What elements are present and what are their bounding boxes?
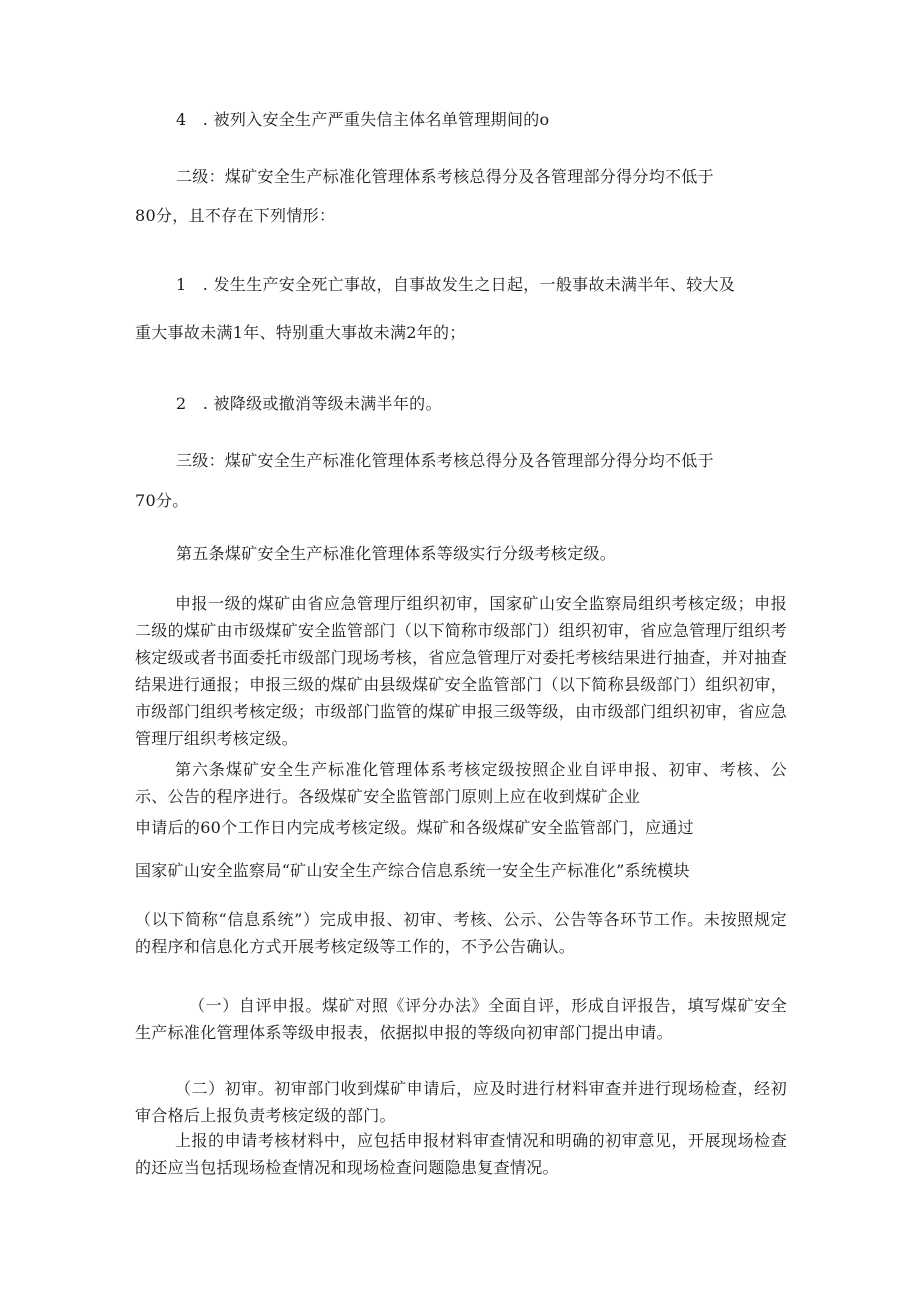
list-item-1-accident-line2: 重大事故未满1年、特别重大事故未满2年的； <box>135 323 466 342</box>
self-assessment-paragraph: （一）自评申报。煤矿对照《评分办法》全面自评，形成自评报告，填写煤矿安全生产标准化管理体系等级申报表，依据拟申报的等级向初审部门提出申请。 <box>135 996 787 1042</box>
preliminary-review-paragraph: （二）初审。初审部门收到煤矿申请后，应及时进行材料审查并进行现场检查，经初审合格后上报负责考核定级的部门。 <box>135 1079 787 1125</box>
submission-materials-paragraph: 上报的申请考核材料中，应包括申报材料审查情况和明确的初审意见，开展现场检查的还应当包括现场检查情况和现场检查问题隐患复查情况。 <box>135 1131 787 1177</box>
list-item-4-serious-dishonesty: 4 . 被列入安全生产严重失信主体名单管理期间的o <box>176 110 550 129</box>
level-two-criteria-line2: 80分，且不存在下列情形： <box>135 206 336 225</box>
article-six-body-line1: 第六条煤矿安全生产标准化管理体系考核定级按照企业自评申报、初审、考核、公示、公告的程序进行。各级煤矿安全监管部门原则上应在收到煤矿企业 <box>135 760 787 806</box>
list-item-2-downgraded: 2 . 被降级或撤消等级未满半年的。 <box>176 394 442 413</box>
article-six-body-line3: 国家矿山安全监察局“矿山安全生产综合信息系统一安全生产标准化”系统模块 <box>135 861 690 880</box>
article-five-body: 申报一级的煤矿由省应急管理厅组织初审，国家矿山安全监察局组织考核定级；申报二级的煤矿由市级煤矿安全监管部门（以下简称市级部门）组织初审，省应急管理厅组织考核定级或者书面委托市级部门现场考核，省应急管理厅对委托考核结果进行抽查，并对抽查结果进行通报；申报三级的煤矿由县级煤矿安全监管部门（以下简称县级部门）组织初审，市级部门组织考核定级；市级部门监管的煤矿申报三级等级，由市级部门组织初审，省应急管理厅组织考核定级。 <box>135 594 788 748</box>
article-five-heading: 第五条煤矿安全生产标准化管理体系等级实行分级考核定级。 <box>176 544 617 563</box>
level-three-criteria-line2: 70分。 <box>135 491 189 510</box>
level-two-criteria-line1: 二级：煤矿安全生产标准化管理体系考核总得分及各管理部分得分均不低于 <box>176 167 714 186</box>
article-six-body-line2: 申请后的60个工作日内完成考核定级。煤矿和各级煤矿安全监管部门，应通过 <box>135 818 694 837</box>
level-three-criteria-line1: 三级：煤矿安全生产标准化管理体系考核总得分及各管理部分得分均不低于 <box>176 451 714 470</box>
list-item-1-accident-line1: 1 . 发生生产安全死亡事故，自事故发生之日起，一般事故未满半年、较大及 <box>176 275 736 294</box>
article-six-body-line4: （以下简称“信息系统”）完成申报、初审、考核、公示、公告等各环节工作。未按照规定的程序和信息化方式开展考核定级等工作的，不予公告确认。 <box>135 910 787 956</box>
